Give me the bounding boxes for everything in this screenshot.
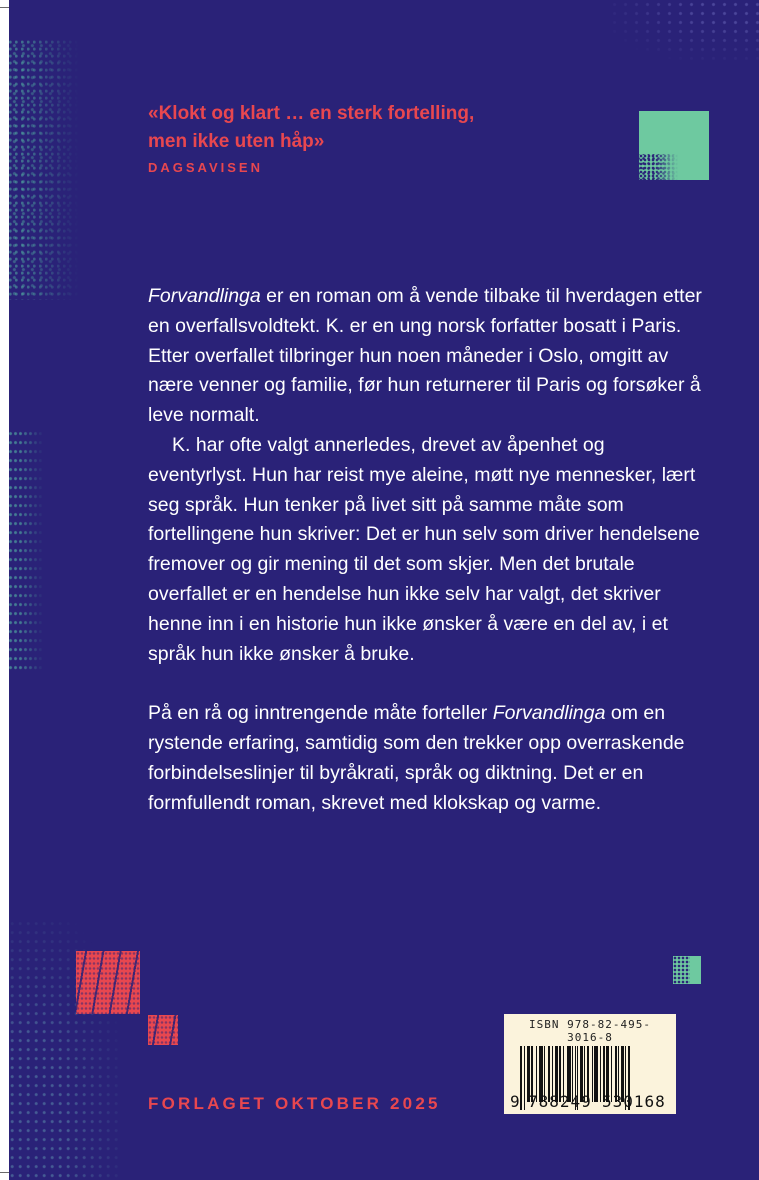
- publisher-imprint: FORLAGET OKTOBER 2025: [148, 1094, 441, 1113]
- blurb-paragraph-1: Forvandlinga er en roman om å vende tilbake til hverdagen etter en overfallsvoldtekt. K. er en ung norsk forfatter bosatt i Paris. Etter overfallet tilbringer hun noen måneder i Oslo, omgitt av nære venner og familie, før hun returnerer til Paris og forsøker å leve normalt.: [148, 285, 702, 427]
- red-block-decoration-large: [76, 951, 140, 1014]
- quote-source: DAGSAVISEN: [148, 160, 263, 175]
- teal-square-decoration-small: [673, 956, 701, 984]
- red-block-decoration-small: [148, 1015, 178, 1045]
- barcode-digits: 9 788249 530168: [510, 1092, 666, 1111]
- blurb-paragraph-3: På en rå og inntrengende måte forteller Forvandlinga om en rystende erfaring, samtidig som den trekker opp overraskende forbindelseslinjer til byråkrati, språk og diktning. Det er en formfullendt roman, skrevet med klokskap og varme.: [148, 702, 685, 814]
- quote-line-2: men ikke uten håp»: [148, 131, 325, 152]
- book-blurb: [148, 282, 708, 819]
- blurb-paragraph-2: K. har ofte valgt annerledes, drevet av åpenhet og eventyrlyst. Hun har reist mye aleine, møtt nye mennesker, lært seg språk. Hun tenker på livet sitt på samme måte som fortellingene hun skriver: Det er hun selv som driver hendelsene fremover og gir mening til det som skjer. Men det brutale overfallet er en hendelse hun ikke selv har valgt, det skriver henne inn i en historie hun ikke ønsker å være en del av, i et språk hun ikke ønsker å bruke.: [148, 433, 700, 665]
- speckle-texture-left-top: [9, 40, 79, 300]
- speckle-texture-top-right: [609, 0, 759, 60]
- speckle-texture-left-mid: [9, 430, 44, 670]
- noise-texture: [639, 154, 678, 180]
- isbn-label: ISBN 978-82-495-3016-8: [529, 1018, 651, 1044]
- teal-square-decoration: [639, 111, 709, 180]
- isbn-barcode: [504, 1014, 676, 1114]
- book-title: Forvandlinga: [492, 702, 606, 725]
- quote-line-1: «Klokt og klart … en sterk fortelling,: [148, 103, 475, 124]
- review-quote: [148, 100, 568, 156]
- book-title: Forvandlinga: [148, 285, 261, 307]
